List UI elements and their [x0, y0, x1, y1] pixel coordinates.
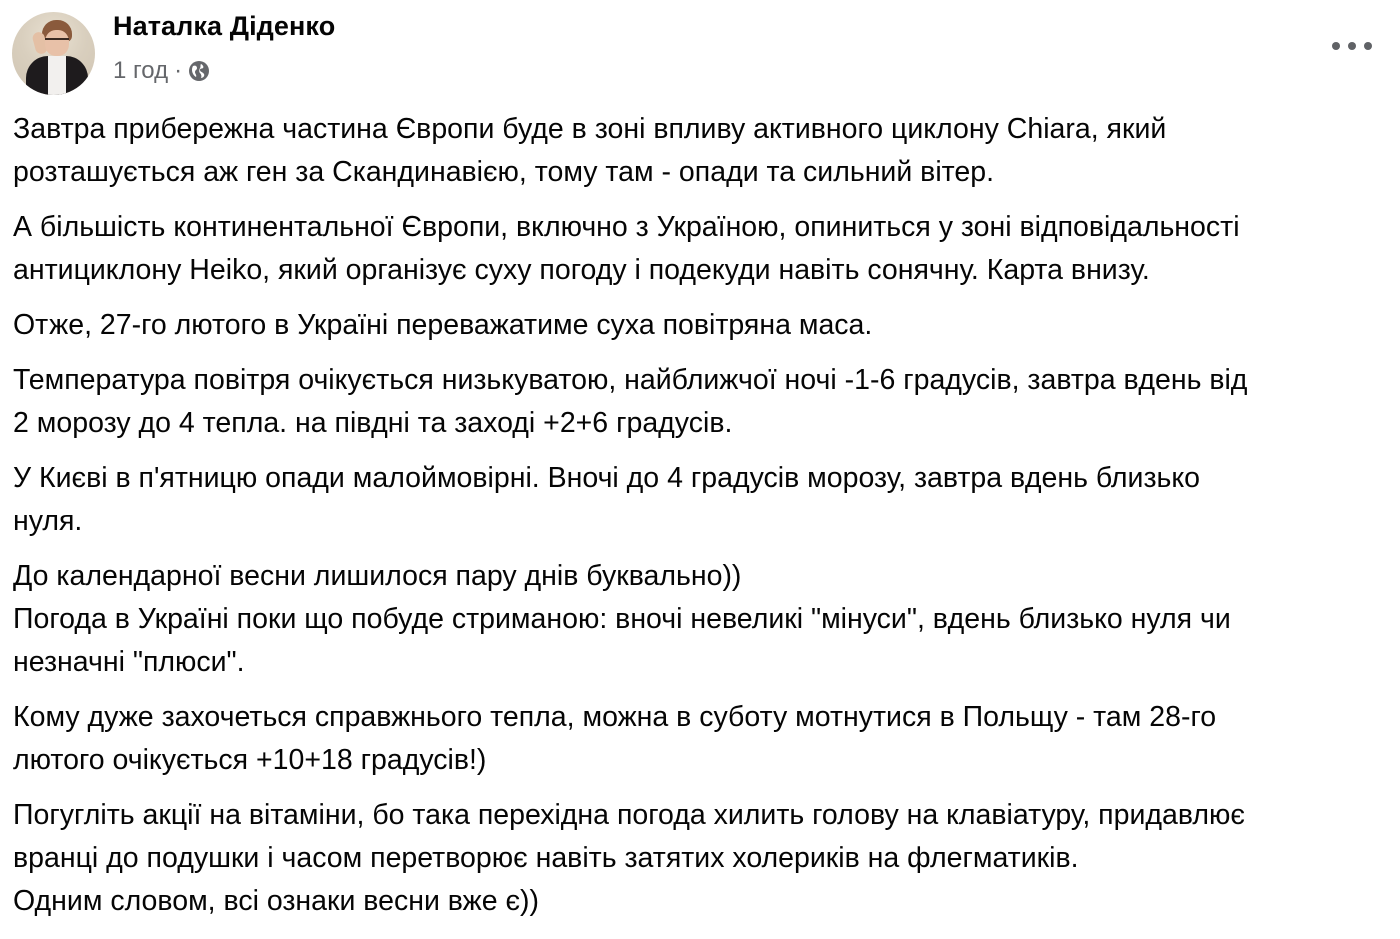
text-line: вранці до подушки і часом перетворює навіть затятих холериків на флегматиків. [13, 842, 1079, 874]
text-line: А більшість континентальної Європи, включно з Україною, опиниться у зоні відповідальності [13, 211, 1240, 243]
paragraph-kyiv [13, 457, 1388, 543]
more-options-button[interactable] [1332, 34, 1372, 58]
text-line: незначні "плюси". [13, 646, 245, 678]
author-name-link[interactable]: Наталка Діденко [113, 11, 336, 41]
text-line: Погода в Україні поки що побуде стриманою: вночі невеликі "мінуси", вдень близько нуля чи [13, 603, 1231, 635]
more-dot-icon [1348, 42, 1356, 50]
meta-separator: · [174, 57, 183, 84]
paragraph-air-mass [13, 304, 1388, 347]
text-line: Завтра прибережна частина Європи буде в зоні впливу активного циклону Chiara, який [13, 113, 1167, 145]
more-dot-icon [1364, 42, 1372, 50]
text-line: антициклону Heiko, який організує суху погоду і подекуди навіть сонячну. Карта внизу. [13, 254, 1150, 286]
avatar-shirt [48, 56, 66, 95]
paragraph-temperature [13, 359, 1388, 445]
more-dot-icon [1332, 42, 1340, 50]
text-line: Одним словом, всі ознаки весни вже є)) [13, 885, 539, 917]
post-timestamp[interactable]: 1 год [113, 57, 169, 84]
text-line: розташується аж ген за Скандинавією, тому там - опади та сильний вітер. [13, 156, 995, 188]
text-line: лютого очікується +10+18 градусів!) [13, 744, 487, 776]
text-line: 2 морозу до 4 тепла. на півдні та заході +2+6 градусів. [13, 407, 733, 439]
paragraph-cyclone [13, 108, 1388, 194]
post-meta [113, 55, 210, 87]
text-line: нуля. [13, 505, 83, 537]
post-body [13, 108, 1388, 935]
text-line: До календарної весни лишилося пару днів буквально)) [13, 560, 742, 592]
text-line: Отже, 27-го лютого в Україні переважатиме суха повітряна маса. [13, 309, 873, 341]
author-avatar[interactable] [12, 12, 95, 95]
avatar-glasses [45, 38, 69, 46]
text-line: Температура повітря очікується низькуватою, найближчої ночі -1-6 градусів, завтра вдень від [13, 364, 1248, 396]
text-line: Кому дуже захочеться справжнього тепла, можна в суботу мотнутися в Польщу - там 28-го [13, 701, 1217, 733]
paragraph-anticyclone [13, 206, 1388, 292]
paragraph-poland [13, 696, 1388, 782]
paragraph-vitamins [13, 794, 1388, 923]
globe-icon[interactable] [188, 60, 210, 82]
paragraph-spring [13, 555, 1388, 684]
text-line: Погугліть акції на вітаміни, бо така перехідна погода хилить голову на клавіатуру, придавлює [13, 799, 1245, 831]
post-header [0, 0, 1400, 100]
text-line: У Києві в п'ятницю опади малоймовірні. Вночі до 4 градусів морозу, завтра вдень близько [13, 462, 1201, 494]
